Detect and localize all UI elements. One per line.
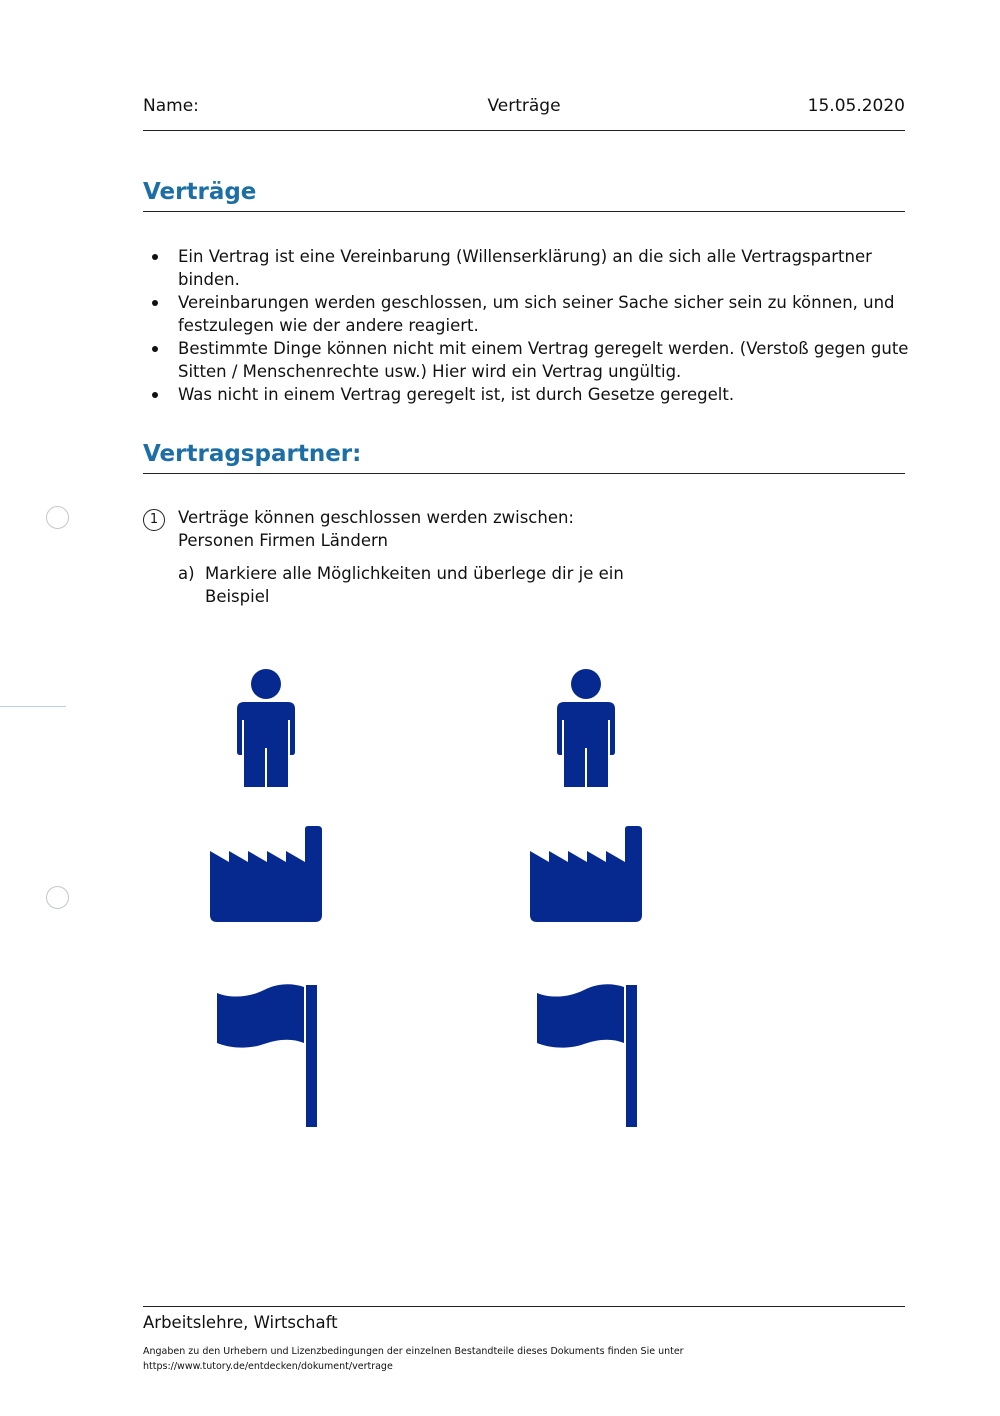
bullet-icon [152, 392, 158, 398]
list-item-text: Bestimmte Dinge können nicht mit einem Vertrag geregelt werden. (Verstoß gegen gute Sitten / Menschenrechte usw.) Hier wird ein Vertrag ungültig. [178, 339, 909, 381]
task-text [178, 506, 778, 552]
section-heading-text: Verträge [143, 179, 257, 205]
factory-icon [528, 825, 644, 925]
section-heading-vertraege [143, 170, 905, 212]
person-icon [236, 668, 296, 788]
flag-icon [214, 983, 320, 1129]
punch-hole-top [46, 506, 69, 529]
list-item [150, 337, 910, 383]
bullet-icon [152, 346, 158, 352]
subtask-label: a) [178, 564, 195, 583]
page-header [143, 94, 905, 131]
list-item [150, 245, 910, 291]
footer-note-line-1: Angaben zu den Urhebern und Lizenzbedingungen der einzelnen Bestandteile dieses Dokuments finden Sie unter [143, 1346, 684, 1357]
list-item-text: Was nicht in einem Vertrag geregelt ist, ist durch Gesetze geregelt. [178, 385, 735, 404]
subtask-text: Markiere alle Möglichkeiten und überlege dir je ein Beispiel [205, 564, 624, 606]
list-item [150, 383, 910, 406]
bullet-icon [152, 254, 158, 260]
footer-license-note [143, 1344, 843, 1374]
footer-divider [143, 1306, 905, 1307]
bullet-icon [152, 300, 158, 306]
section-heading-vertragspartner [143, 432, 905, 474]
task-line-1: Verträge können geschlossen werden zwischen: [178, 508, 574, 527]
list-item-text: Vereinbarungen werden geschlossen, um sich seiner Sache sicher sein zu können, und festzulegen wie der andere reagiert. [178, 293, 895, 335]
bullet-list [150, 245, 910, 406]
fold-mark [0, 706, 66, 707]
footer-url[interactable]: https://www.tutory.de/entdecken/dokument/vertrage [143, 1361, 393, 1372]
task-number-badge: 1 [143, 509, 165, 531]
list-item-text: Ein Vertrag ist eine Vereinbarung (Willenserklärung) an die sich alle Vertragspartner binden. [178, 247, 872, 289]
task-line-2: Personen Firmen Ländern [178, 531, 388, 550]
punch-hole-bottom [46, 886, 69, 909]
header-date: 15.05.2020 [807, 96, 905, 116]
factory-icon [208, 825, 324, 925]
list-item [150, 291, 910, 337]
person-icon [556, 668, 616, 788]
header-title: Verträge [487, 96, 561, 116]
name-label: Name: [143, 96, 199, 116]
flag-icon [534, 983, 640, 1129]
section-heading-text: Vertragspartner: [143, 441, 362, 467]
footer-subject: Arbeitslehre, Wirtschaft [143, 1313, 338, 1332]
